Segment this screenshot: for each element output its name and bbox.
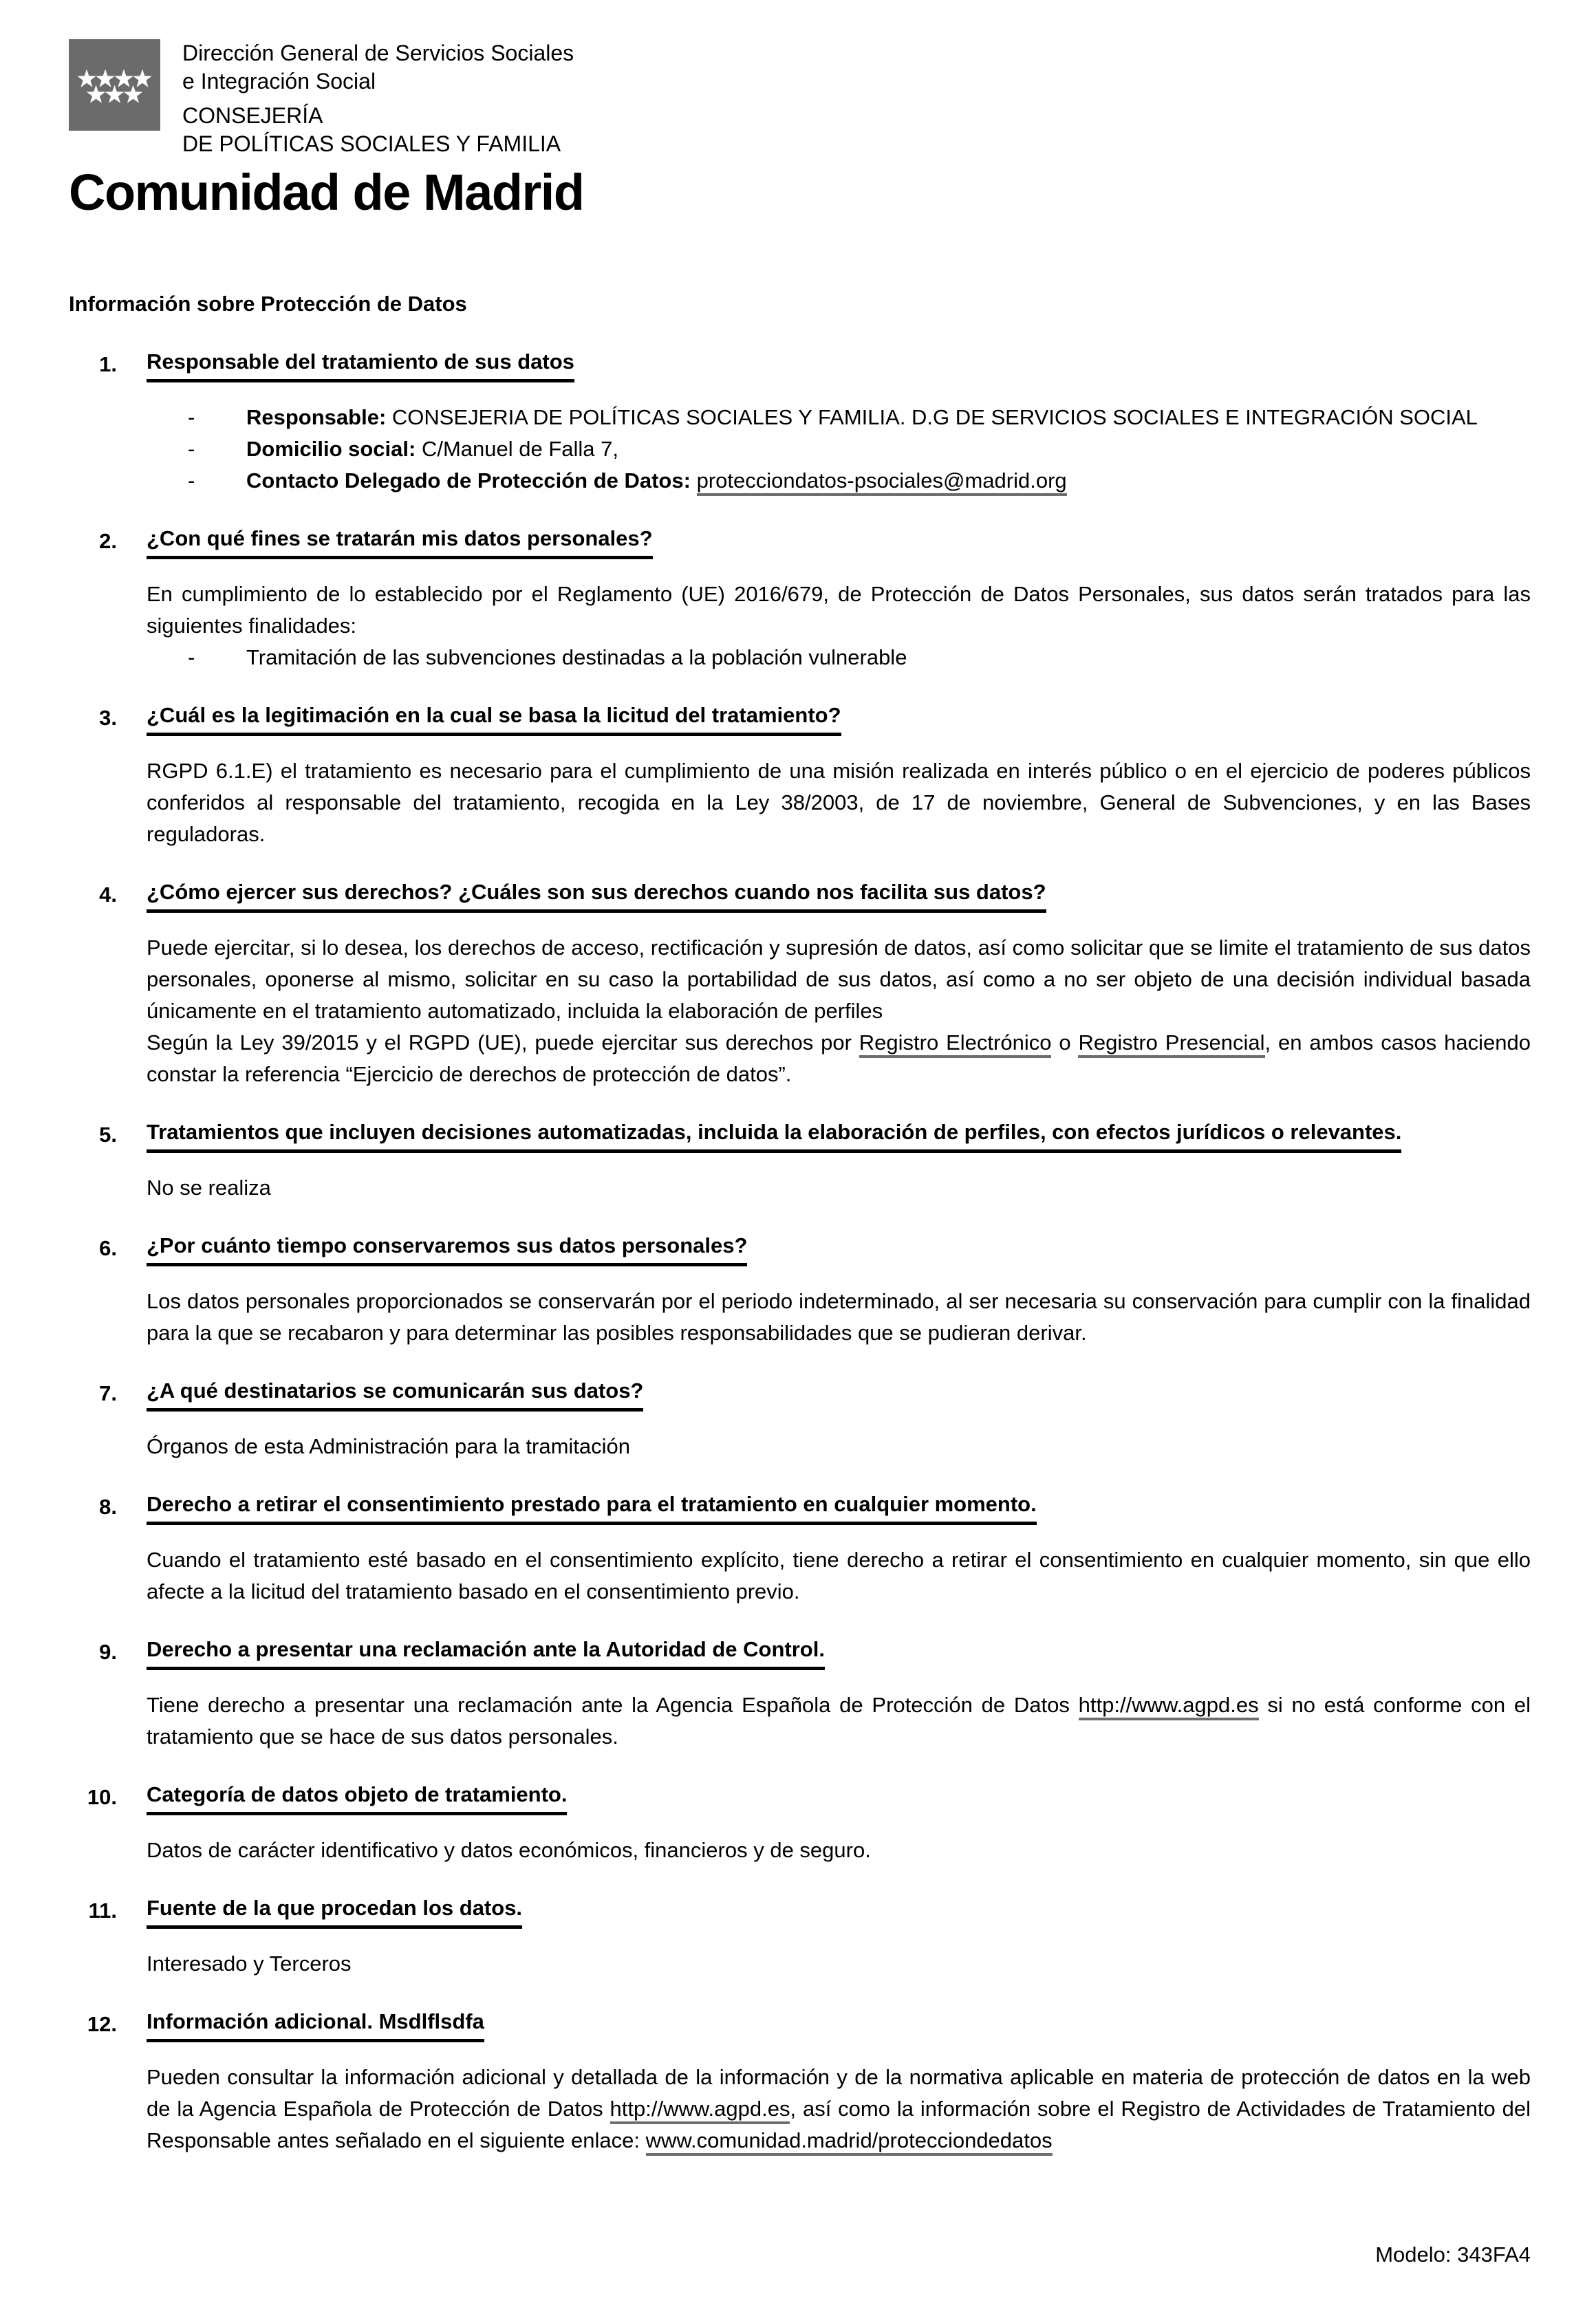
section-8-body — [147, 1544, 1531, 1608]
header — [69, 39, 1531, 158]
section-1-heading: Responsable del tratamiento de sus datos — [147, 349, 574, 382]
section-1-number: 1. — [99, 352, 117, 376]
section-10-number: 10. — [87, 1785, 117, 1809]
section-4-body — [147, 932, 1531, 1090]
section-10 — [69, 1782, 1531, 1866]
section-9-heading: Derecho a presentar una reclamación ante la Autoridad de Control. — [147, 1636, 825, 1670]
section-4-number: 4. — [99, 883, 117, 907]
section-9 — [69, 1636, 1531, 1753]
section-5-heading: Tratamientos que incluyen decisiones automatizadas, incluida la elaboración de perfiles, con efectos jurídicos o relevantes. — [147, 1119, 1401, 1153]
registro-presencial-link[interactable]: Registro Presencial — [1078, 1030, 1264, 1058]
madrid-flag-logo — [69, 39, 160, 131]
section-4-heading: ¿Cómo ejercer sus derechos? ¿Cuáles son sus derechos cuando nos facilita sus datos? — [147, 879, 1046, 913]
section-11-number: 11. — [88, 1899, 117, 1923]
section-6-paragraph: Los datos personales proporcionados se conservarán por el periodo indeterminado, al ser necesaria su conservación para cumplir con la finalidad para la que se recabaron y para determinar las posibles responsabilidades que se pudieran derivar. — [147, 1289, 1531, 1345]
section-5 — [69, 1119, 1531, 1204]
section-6-heading: ¿Por cuánto tiempo conservaremos sus datos personales? — [147, 1233, 747, 1266]
model-code: Modelo: 343FA4 — [1375, 2242, 1531, 2267]
agpd-link[interactable]: http://www.agpd.es — [1079, 1693, 1259, 1720]
section-8-number: 8. — [99, 1495, 117, 1519]
section-6 — [69, 1233, 1531, 1349]
bullet-dash: - — [188, 645, 195, 669]
section-1 — [69, 349, 1531, 497]
section-7-number: 7. — [99, 1381, 117, 1405]
section-12 — [69, 2009, 1531, 2156]
section-10-paragraph: Datos de carácter identificativo y datos económicos, financieros y de seguro. — [147, 1838, 871, 1862]
consejeria-line-2: DE POLÍTICAS SOCIALES Y FAMILIA — [182, 131, 561, 156]
section-12-number: 12. — [87, 2012, 117, 2036]
section-7 — [69, 1378, 1531, 1462]
section-6-number: 6. — [99, 1236, 117, 1260]
section-8-heading: Derecho a retirar el consentimiento prestado para el tratamiento en cualquier momento. — [147, 1491, 1037, 1525]
bullet-dash: - — [188, 405, 195, 429]
consejeria-line-1: CONSEJERÍA — [182, 103, 323, 128]
section-10-heading: Categoría de datos objeto de tratamiento. — [147, 1782, 567, 1815]
section-9-number: 9. — [99, 1640, 117, 1664]
section-8 — [69, 1491, 1531, 1608]
section-8-paragraph: Cuando el tratamiento esté basado en el consentimiento explícito, tiene derecho a retirar el consentimiento en cualquier momento, sin que ello afecte a la licitud del tratamiento basado en el consentimiento previo. — [147, 1548, 1531, 1603]
responsable-label: Responsable: — [246, 405, 387, 429]
section-7-body — [147, 1431, 1531, 1462]
section-4-paragraph-1: Puede ejercitar, si lo desea, los derechos de acceso, rectificación y supresión de datos, así como solicitar que se limite el tratamiento de sus datos personales, oponerse al mismo, solicitar en su caso la portabilidad de sus datos, así como a no ser objeto de una decisión individual basada únicamente en el tratamiento automatizado, incluida la elaboración de perfiles — [147, 936, 1531, 1023]
section-11-body — [147, 1948, 1531, 1980]
section-9-paragraph: Tiene derecho a presentar una reclamación ante la Agencia Española de Protección de Datos http://www.agpd.es si no está conforme con el tratamiento que se hace de sus datos personales. — [147, 1693, 1531, 1749]
section-12-body — [147, 2062, 1531, 2156]
department-line-2: e Integración Social — [182, 69, 376, 94]
page-title: Información sobre Protección de Datos — [69, 292, 467, 316]
section-5-number: 5. — [99, 1123, 117, 1147]
section-1-body — [147, 402, 1531, 497]
section-11-paragraph: Interesado y Terceros — [147, 1951, 352, 1976]
section-2-paragraph: En cumplimiento de lo establecido por el Reglamento (UE) 2016/679, de Protección de Datos Personales, sus datos serán tratados para las siguientes finalidades: — [147, 582, 1531, 638]
section-12-heading: Información adicional. Msdlflsdfa — [147, 2009, 484, 2042]
domicilio-label: Domicilio social: — [246, 437, 416, 461]
dpd-email-link[interactable]: protecciondatos-psociales@madrid.org — [697, 468, 1067, 496]
section-7-paragraph: Órganos de esta Administración para la tramitación — [147, 1434, 631, 1458]
comunidad-de-madrid-wordmark: Comunidad de Madrid — [69, 164, 584, 221]
section-11-heading: Fuente de la que procedan los datos. — [147, 1895, 522, 1929]
agpd-link-2[interactable]: http://www.agpd.es — [610, 2097, 790, 2124]
list-item — [147, 402, 1531, 433]
section-4 — [69, 879, 1531, 1090]
section-5-paragraph: No se realiza — [147, 1176, 271, 1200]
section-12-paragraph: Pueden consultar la información adicional y detallada de la información y de la normativa aplicable en materia de protección de datos en la web de la Agencia Española de Protección de Datos http://www.agpd.es, así como la información sobre el Registro de Actividades de Tratamiento del Responsable antes señalado en el siguiente enlace: www.comunidad.madrid/protecciondedatos — [147, 2062, 1531, 2156]
list-item — [147, 465, 1531, 497]
section-4-paragraph-2: Según la Ley 39/2015 y el RGPD (UE), puede ejercitar sus derechos por Registro Electrónico o Registro Presencial, en ambos casos haciendo constar la referencia “Ejercicio de derechos de protección de datos”. — [147, 1030, 1531, 1086]
department-line-1: Dirección General de Servicios Sociales — [182, 41, 574, 65]
list-item — [147, 433, 1531, 465]
header-text-block — [182, 39, 574, 158]
section-10-body — [147, 1835, 1531, 1866]
bullet-dash: - — [188, 468, 195, 493]
domicilio-value: C/Manuel de Falla 7, — [416, 437, 618, 461]
comunidad-madrid-protecciondedatos-link[interactable]: www.comunidad.madrid/protecciondedatos — [646, 2128, 1053, 2156]
section-3-paragraph: RGPD 6.1.E) el tratamiento es necesario para el cumplimiento de una misión realizada en interés público o en el ejercicio de poderes públicos conferidos al responsable del tratamiento, recogida en la Ley 38/2003, de 17 de noviembre, General de Subvenciones, y en las Bases reguladoras. — [147, 759, 1531, 846]
section-3 — [69, 702, 1531, 850]
responsable-value: CONSEJERIA DE POLÍTICAS SOCIALES Y FAMILIA. D.G DE SERVICIOS SOCIALES E INTEGRACIÓN SOCIAL — [386, 405, 1478, 429]
section-11 — [69, 1895, 1531, 1980]
section-3-number: 3. — [99, 706, 117, 730]
bullet-dash: - — [188, 437, 195, 461]
section-2-body — [147, 579, 1531, 673]
registro-electronico-link[interactable]: Registro Electrónico — [859, 1030, 1052, 1058]
section-3-body — [147, 755, 1531, 850]
contacto-dpd-label: Contacto Delegado de Protección de Datos: — [246, 468, 691, 493]
finalidad-item: Tramitación de las subvenciones destinadas a la población vulnerable — [246, 645, 907, 669]
section-5-body — [147, 1172, 1531, 1204]
section-2 — [69, 526, 1531, 673]
section-7-heading: ¿A qué destinatarios se comunicarán sus datos? — [147, 1378, 643, 1412]
list-item — [147, 642, 1531, 673]
section-2-number: 2. — [99, 529, 117, 553]
section-6-body — [147, 1286, 1531, 1349]
section-3-heading: ¿Cuál es la legitimación en la cual se basa la licitud del tratamiento? — [147, 702, 841, 736]
section-9-body — [147, 1689, 1531, 1753]
seven-stars-icon — [69, 39, 160, 131]
section-2-heading: ¿Con qué fines se tratarán mis datos personales? — [147, 526, 653, 559]
